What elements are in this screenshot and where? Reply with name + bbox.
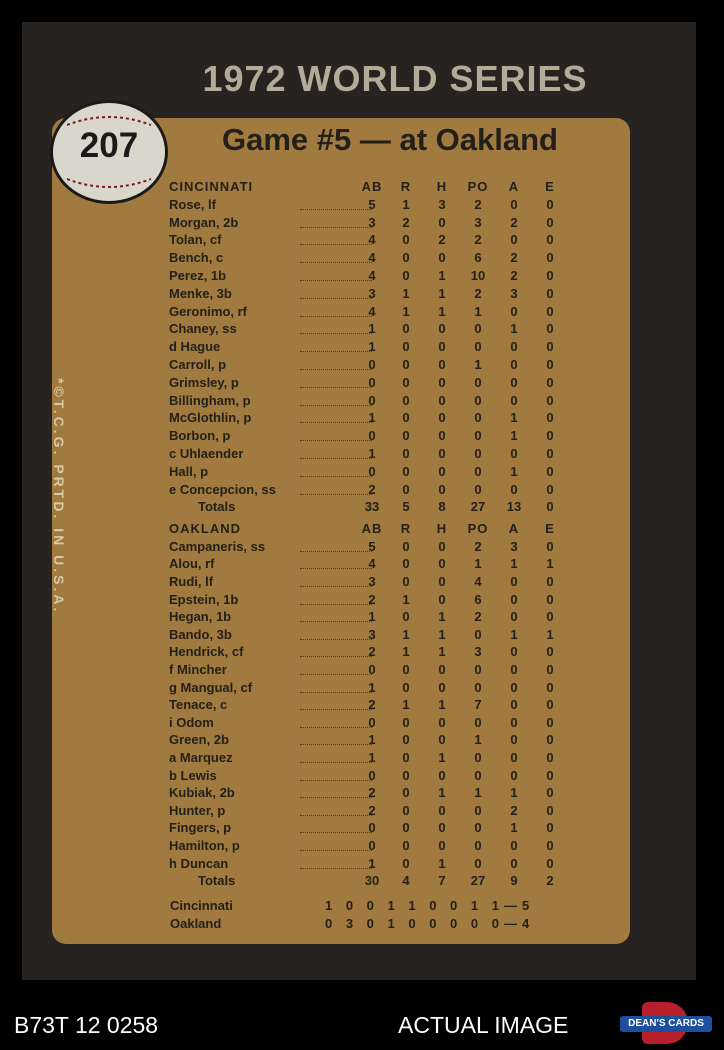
stat-cell: 0 bbox=[546, 714, 554, 730]
stat-cell: PO bbox=[467, 179, 489, 194]
team-name: CINCINNATI bbox=[169, 179, 254, 194]
stat-cell: 0 bbox=[474, 374, 482, 390]
stat-cell: 2 bbox=[368, 591, 376, 607]
inventory-code: B73T 12 0258 bbox=[14, 1012, 159, 1038]
stat-cell: 3 bbox=[474, 644, 482, 660]
linescore-team: Cincinnati bbox=[170, 898, 233, 913]
stat-cell: 0 bbox=[546, 662, 554, 677]
stat-cell: 2 bbox=[368, 481, 376, 497]
stat-cell: 0 bbox=[402, 802, 410, 818]
stat-cell: 0 bbox=[546, 285, 554, 301]
stat-cell: 1 bbox=[402, 644, 410, 660]
game-title: Game #5 — at Oakland bbox=[222, 122, 558, 157]
stat-cell: 1 bbox=[402, 303, 410, 319]
stat-cell: 0 bbox=[402, 855, 410, 871]
stat-cell: 0 bbox=[474, 428, 482, 444]
stat-cell: 6 bbox=[474, 250, 482, 266]
stat-cell: 0 bbox=[546, 446, 554, 461]
stat-cell: 1 bbox=[368, 321, 376, 337]
stat-cell: 0 bbox=[402, 410, 410, 426]
stat-cell: 5 bbox=[368, 538, 376, 554]
stat-cell: 0 bbox=[546, 499, 554, 515]
stat-cell: 0 bbox=[510, 697, 518, 713]
stat-cell: 0 bbox=[402, 339, 410, 355]
stat-cell: 3 bbox=[368, 214, 376, 230]
stat-cell: 0 bbox=[402, 321, 410, 337]
stat-cell: 1 bbox=[474, 357, 482, 372]
linescore-team: Oakland bbox=[170, 916, 222, 931]
stat-cell: 0 bbox=[510, 196, 518, 212]
stat-cell: 0 bbox=[510, 609, 518, 625]
stat-cell: 1 bbox=[546, 626, 554, 642]
stat-cell: E bbox=[545, 179, 555, 194]
stat-cell: 0 bbox=[510, 714, 518, 730]
stat-cell: 0 bbox=[368, 838, 376, 853]
stat-cell: 1 bbox=[438, 855, 446, 871]
stat-cell: 0 bbox=[402, 446, 410, 461]
stat-cell: 0 bbox=[368, 392, 376, 408]
player-name: Menke, 3b bbox=[169, 285, 232, 301]
card-title: 1972 WORLD SERIES bbox=[202, 58, 588, 99]
stat-cell: 1 bbox=[474, 785, 482, 801]
stat-cell: 0 bbox=[546, 679, 554, 695]
stat-cell: 1 bbox=[402, 626, 410, 642]
stat-cell: 0 bbox=[546, 820, 554, 836]
stat-cell: 0 bbox=[510, 855, 518, 871]
stat-cell: 1 bbox=[368, 750, 376, 765]
stat-cell: 0 bbox=[368, 820, 376, 836]
deans-cards-logo bbox=[620, 1002, 712, 1044]
stat-cell: 0 bbox=[438, 250, 446, 266]
stat-cell: 1 bbox=[402, 697, 410, 713]
stat-cell: 0 bbox=[546, 750, 554, 765]
stat-cell: 0 bbox=[510, 574, 518, 589]
stat-cell: 0 bbox=[474, 750, 482, 765]
stat-cell: 33 bbox=[364, 499, 380, 515]
linescore-row bbox=[0, 898, 724, 915]
stat-cell: 0 bbox=[402, 714, 410, 730]
stat-cell: 0 bbox=[402, 556, 410, 572]
stat-cell: 4 bbox=[368, 268, 376, 283]
stat-cell: 0 bbox=[546, 250, 554, 266]
stat-cell: 0 bbox=[546, 196, 554, 212]
player-name: Fingers, p bbox=[169, 820, 232, 836]
stat-cell: 0 bbox=[510, 644, 518, 660]
stat-cell: A bbox=[508, 179, 520, 194]
stat-cell: 0 bbox=[438, 767, 446, 783]
player-name: Perez, 1b bbox=[169, 268, 227, 283]
stat-cell: 4 bbox=[368, 250, 376, 266]
player-name: c Uhlaender bbox=[169, 446, 244, 461]
stat-cell: 0 bbox=[546, 303, 554, 319]
stat-cell: 3 bbox=[474, 214, 482, 230]
stat-cell: 0 bbox=[474, 679, 482, 695]
team-name: OAKLAND bbox=[169, 521, 241, 536]
stat-cell: 0 bbox=[438, 357, 446, 372]
stat-cell: 1 bbox=[438, 303, 446, 319]
stat-cell: 1 bbox=[510, 556, 518, 572]
stat-cell: 1 bbox=[368, 855, 376, 871]
stat-cell: 0 bbox=[546, 410, 554, 426]
player-name: Kubiak, 2b bbox=[169, 785, 235, 801]
stat-cell: 0 bbox=[402, 392, 410, 408]
stat-cell: 0 bbox=[438, 714, 446, 730]
stat-cell: 0 bbox=[402, 357, 410, 372]
stat-cell: 0 bbox=[546, 697, 554, 713]
stat-cell: 2 bbox=[474, 285, 482, 301]
table-row bbox=[0, 498, 724, 515]
linescore-row bbox=[0, 916, 724, 933]
stat-cell: 0 bbox=[510, 392, 518, 408]
stat-cell: 9 bbox=[510, 873, 518, 889]
stat-cell: H bbox=[436, 521, 448, 536]
stat-cell: 0 bbox=[510, 357, 518, 372]
stat-cell: 0 bbox=[402, 732, 410, 748]
stat-cell: 0 bbox=[546, 357, 554, 372]
stat-cell: 0 bbox=[474, 820, 482, 836]
stat-cell: 27 bbox=[470, 873, 486, 889]
stat-cell: 5 bbox=[402, 499, 410, 515]
stat-cell: 0 bbox=[474, 802, 482, 818]
stat-cell: 0 bbox=[438, 591, 446, 607]
stat-cell: 0 bbox=[438, 538, 446, 554]
player-name: Morgan, 2b bbox=[169, 214, 239, 230]
stat-cell: 0 bbox=[546, 785, 554, 801]
stat-cell: 0 bbox=[402, 785, 410, 801]
stat-cell: 2 bbox=[368, 697, 376, 713]
stat-cell: 0 bbox=[368, 374, 376, 390]
stat-cell: 1 bbox=[474, 732, 482, 748]
player-name: Totals bbox=[198, 873, 236, 889]
stat-cell: 0 bbox=[438, 662, 446, 677]
stat-cell: 0 bbox=[368, 767, 376, 783]
stat-cell: 2 bbox=[438, 232, 446, 248]
stat-cell: 6 bbox=[474, 591, 482, 607]
player-name: Hendrick, cf bbox=[169, 644, 244, 660]
stat-cell: 0 bbox=[438, 732, 446, 748]
stat-cell: 0 bbox=[546, 321, 554, 337]
stat-cell: 0 bbox=[438, 802, 446, 818]
stat-cell: 1 bbox=[368, 446, 376, 461]
player-name: f Mincher bbox=[169, 662, 227, 677]
stat-cell: 0 bbox=[402, 609, 410, 625]
stat-cell: 2 bbox=[510, 268, 518, 283]
stat-cell: 0 bbox=[546, 574, 554, 589]
stat-cell: 0 bbox=[438, 321, 446, 337]
stat-cell: 0 bbox=[438, 574, 446, 589]
stat-cell: 1 bbox=[510, 321, 518, 337]
stat-cell: 0 bbox=[510, 732, 518, 748]
stat-cell: PO bbox=[467, 521, 489, 536]
stat-cell: 4 bbox=[368, 556, 376, 572]
stat-cell: 0 bbox=[474, 481, 482, 497]
stat-cell: 0 bbox=[474, 410, 482, 426]
stat-cell: 0 bbox=[402, 481, 410, 497]
player-name: Hunter, p bbox=[169, 802, 226, 818]
stat-cell: 1 bbox=[546, 556, 554, 572]
player-name: Green, 2b bbox=[169, 732, 229, 748]
stat-cell: 0 bbox=[402, 428, 410, 444]
stat-cell: 2 bbox=[402, 214, 410, 230]
player-name: McGlothlin, p bbox=[169, 410, 252, 426]
player-name: Hegan, 1b bbox=[169, 609, 232, 625]
stat-cell: H bbox=[436, 179, 448, 194]
stat-cell: 0 bbox=[402, 574, 410, 589]
stat-cell: 0 bbox=[546, 214, 554, 230]
stat-cell: 1 bbox=[510, 410, 518, 426]
player-name: Grimsley, p bbox=[169, 374, 239, 390]
stat-cell: 3 bbox=[510, 285, 518, 301]
stat-cell: 2 bbox=[510, 250, 518, 266]
table-row bbox=[0, 481, 724, 498]
stat-cell: 1 bbox=[438, 644, 446, 660]
stat-cell: 0 bbox=[510, 679, 518, 695]
player-name: Billingham, p bbox=[169, 392, 251, 408]
stat-cell: 27 bbox=[470, 499, 486, 515]
stat-cell: 0 bbox=[438, 446, 446, 461]
stat-cell: 0 bbox=[474, 855, 482, 871]
stat-cell: 4 bbox=[368, 303, 376, 319]
stat-cell: 1 bbox=[402, 285, 410, 301]
stat-cell: E bbox=[545, 521, 555, 536]
stat-cell: 0 bbox=[510, 591, 518, 607]
stat-cell: 0 bbox=[438, 428, 446, 444]
player-name: Campaneris, ss bbox=[169, 538, 266, 554]
stat-cell: 0 bbox=[510, 750, 518, 765]
stat-cell: 0 bbox=[510, 374, 518, 390]
stat-cell: 0 bbox=[510, 303, 518, 319]
stat-cell: 1 bbox=[368, 609, 376, 625]
stat-cell: 0 bbox=[474, 392, 482, 408]
stat-cell: 0 bbox=[546, 538, 554, 554]
player-name: g Mangual, cf bbox=[169, 679, 253, 695]
stat-cell: 0 bbox=[546, 609, 554, 625]
stat-cell: 0 bbox=[510, 339, 518, 355]
stat-cell: 2 bbox=[546, 873, 554, 889]
stat-cell: 0 bbox=[474, 626, 482, 642]
stat-cell: 0 bbox=[438, 410, 446, 426]
stat-cell: 0 bbox=[402, 679, 410, 695]
stat-cell: 4 bbox=[474, 574, 482, 589]
player-name: b Lewis bbox=[169, 767, 217, 783]
stat-cell: 0 bbox=[438, 481, 446, 497]
stat-cell: 1 bbox=[438, 609, 446, 625]
stat-cell: 0 bbox=[402, 268, 410, 283]
stat-cell: 2 bbox=[368, 644, 376, 660]
stat-cell: 0 bbox=[438, 374, 446, 390]
stat-cell: 1 bbox=[510, 463, 518, 479]
stat-cell: 0 bbox=[546, 374, 554, 390]
stat-cell: 0 bbox=[474, 662, 482, 677]
stat-cell: 1 bbox=[368, 339, 376, 355]
stat-cell: 0 bbox=[510, 767, 518, 783]
stat-cell: 1 bbox=[474, 556, 482, 572]
stat-cell: 0 bbox=[474, 767, 482, 783]
player-name: Totals bbox=[198, 499, 236, 515]
stat-cell: 2 bbox=[510, 214, 518, 230]
stat-cell: 0 bbox=[438, 339, 446, 355]
stat-cell: 1 bbox=[402, 591, 410, 607]
stat-cell: 0 bbox=[510, 838, 518, 853]
stat-cell: 4 bbox=[368, 232, 376, 248]
stat-cell: 0 bbox=[510, 446, 518, 461]
stat-cell: 1 bbox=[368, 732, 376, 748]
stat-cell: 8 bbox=[438, 499, 446, 515]
stat-cell: 0 bbox=[546, 838, 554, 853]
stat-cell: 0 bbox=[402, 767, 410, 783]
stat-cell: 2 bbox=[474, 538, 482, 554]
stat-cell: 0 bbox=[368, 428, 376, 444]
stat-cell: 0 bbox=[546, 392, 554, 408]
stat-cell: 1 bbox=[438, 285, 446, 301]
stat-cell: 0 bbox=[546, 428, 554, 444]
stat-cell: 4 bbox=[402, 873, 410, 889]
stat-cell: 2 bbox=[474, 609, 482, 625]
player-name: Epstein, 1b bbox=[169, 591, 239, 607]
stat-cell: 2 bbox=[474, 196, 482, 212]
player-name: a Marquez bbox=[169, 750, 233, 765]
stat-cell: AB bbox=[361, 521, 383, 536]
player-name: Geronimo, rf bbox=[169, 303, 248, 319]
stat-cell: 0 bbox=[546, 855, 554, 871]
stat-cell: 0 bbox=[402, 463, 410, 479]
stat-cell: 1 bbox=[438, 626, 446, 642]
stat-cell: 0 bbox=[402, 232, 410, 248]
stat-cell: 0 bbox=[546, 802, 554, 818]
stat-cell: 0 bbox=[368, 714, 376, 730]
player-name: Bando, 3b bbox=[169, 626, 232, 642]
player-name: d Hague bbox=[169, 339, 221, 355]
stat-cell: 0 bbox=[546, 767, 554, 783]
player-name: Chaney, ss bbox=[169, 321, 237, 337]
stat-cell: 7 bbox=[474, 697, 482, 713]
actual-image-label: ACTUAL IMAGE bbox=[398, 1012, 569, 1038]
stat-cell: 0 bbox=[474, 714, 482, 730]
stat-cell: 0 bbox=[546, 481, 554, 497]
stat-cell: 7 bbox=[438, 873, 446, 889]
linescore-innings: 1 0 0 1 1 0 0 1 1—5 bbox=[325, 898, 535, 913]
player-name: Bench, c bbox=[169, 250, 224, 266]
stat-cell: 0 bbox=[546, 591, 554, 607]
player-name: Hall, p bbox=[169, 463, 209, 479]
stat-cell: 0 bbox=[368, 662, 376, 677]
stat-cell: 1 bbox=[368, 679, 376, 695]
stat-cell: AB bbox=[361, 179, 383, 194]
stat-cell: 0 bbox=[546, 644, 554, 660]
stat-cell: 0 bbox=[402, 538, 410, 554]
stat-cell: 0 bbox=[546, 732, 554, 748]
player-name: Carroll, p bbox=[169, 357, 227, 372]
stat-cell: 0 bbox=[402, 750, 410, 765]
linescore-innings: 0 3 0 1 0 0 0 0 0—4 bbox=[325, 916, 535, 931]
stat-cell: 0 bbox=[438, 214, 446, 230]
stat-cell: 10 bbox=[470, 268, 486, 283]
stat-cell: 3 bbox=[368, 285, 376, 301]
copyright-text: *©T.C.G. PRTD. IN U.S.A. bbox=[51, 378, 67, 615]
stat-cell: 1 bbox=[510, 626, 518, 642]
stat-cell: 0 bbox=[438, 679, 446, 695]
stat-cell: 0 bbox=[368, 463, 376, 479]
stat-cell: 0 bbox=[402, 374, 410, 390]
stat-cell: 0 bbox=[546, 232, 554, 248]
stat-cell: 3 bbox=[510, 538, 518, 554]
stat-cell: 0 bbox=[474, 321, 482, 337]
stat-cell: 1 bbox=[474, 303, 482, 319]
player-name: e Concepcion, ss bbox=[169, 481, 276, 497]
stat-cell: 1 bbox=[510, 428, 518, 444]
player-name: Borbon, p bbox=[169, 428, 231, 444]
stat-cell: 13 bbox=[506, 499, 522, 515]
stat-cell: 0 bbox=[510, 481, 518, 497]
stat-cell: 2 bbox=[368, 802, 376, 818]
stat-cell: 0 bbox=[438, 463, 446, 479]
stat-cell: 1 bbox=[438, 697, 446, 713]
stat-cell: 2 bbox=[368, 785, 376, 801]
stat-cell: 0 bbox=[546, 339, 554, 355]
stat-cell: 0 bbox=[368, 357, 376, 372]
stat-cell: 0 bbox=[402, 250, 410, 266]
card-number: 207 bbox=[79, 126, 139, 165]
stat-cell: 1 bbox=[402, 196, 410, 212]
stat-cell: 0 bbox=[438, 838, 446, 853]
stat-cell: 2 bbox=[474, 232, 482, 248]
stat-cell: A bbox=[508, 521, 520, 536]
player-name: h Duncan bbox=[169, 855, 229, 871]
stat-cell: 0 bbox=[474, 463, 482, 479]
stat-cell: 3 bbox=[368, 626, 376, 642]
player-name: Alou, rf bbox=[169, 556, 215, 572]
stat-cell: 1 bbox=[438, 750, 446, 765]
stat-cell: 1 bbox=[438, 268, 446, 283]
player-name: Tolan, cf bbox=[169, 232, 222, 248]
stat-cell: 0 bbox=[402, 662, 410, 677]
stat-cell: 0 bbox=[402, 820, 410, 836]
stat-cell: 0 bbox=[438, 392, 446, 408]
table-row bbox=[0, 872, 724, 889]
stat-cell: 3 bbox=[438, 196, 446, 212]
stat-cell: R bbox=[400, 179, 412, 194]
logo-text: DEAN'S CARDS bbox=[620, 1016, 712, 1032]
stat-cell: 3 bbox=[368, 574, 376, 589]
stat-cell: 2 bbox=[510, 802, 518, 818]
stat-cell: 0 bbox=[474, 446, 482, 461]
stat-cell: 0 bbox=[402, 838, 410, 853]
stat-cell: 0 bbox=[474, 339, 482, 355]
stat-cell: 0 bbox=[438, 556, 446, 572]
stat-cell: 0 bbox=[474, 838, 482, 853]
player-name: i Odom bbox=[169, 714, 214, 730]
table-row bbox=[0, 855, 724, 872]
stat-cell: 0 bbox=[438, 820, 446, 836]
player-name: Hamilton, p bbox=[169, 838, 240, 853]
stat-cell: 0 bbox=[510, 232, 518, 248]
player-name: Rose, lf bbox=[169, 196, 216, 212]
player-name: Tenace, c bbox=[169, 697, 228, 713]
stat-cell: 1 bbox=[438, 785, 446, 801]
stat-cell: 30 bbox=[364, 873, 380, 889]
player-name: Rudi, lf bbox=[169, 574, 214, 589]
stat-cell: 5 bbox=[368, 196, 376, 212]
stat-cell: 0 bbox=[546, 463, 554, 479]
stat-cell: 1 bbox=[510, 785, 518, 801]
stat-cell: R bbox=[400, 521, 412, 536]
stat-cell: 0 bbox=[546, 268, 554, 283]
stat-cell: 1 bbox=[368, 410, 376, 426]
stat-cell: 1 bbox=[510, 820, 518, 836]
stat-cell: 0 bbox=[510, 662, 518, 677]
